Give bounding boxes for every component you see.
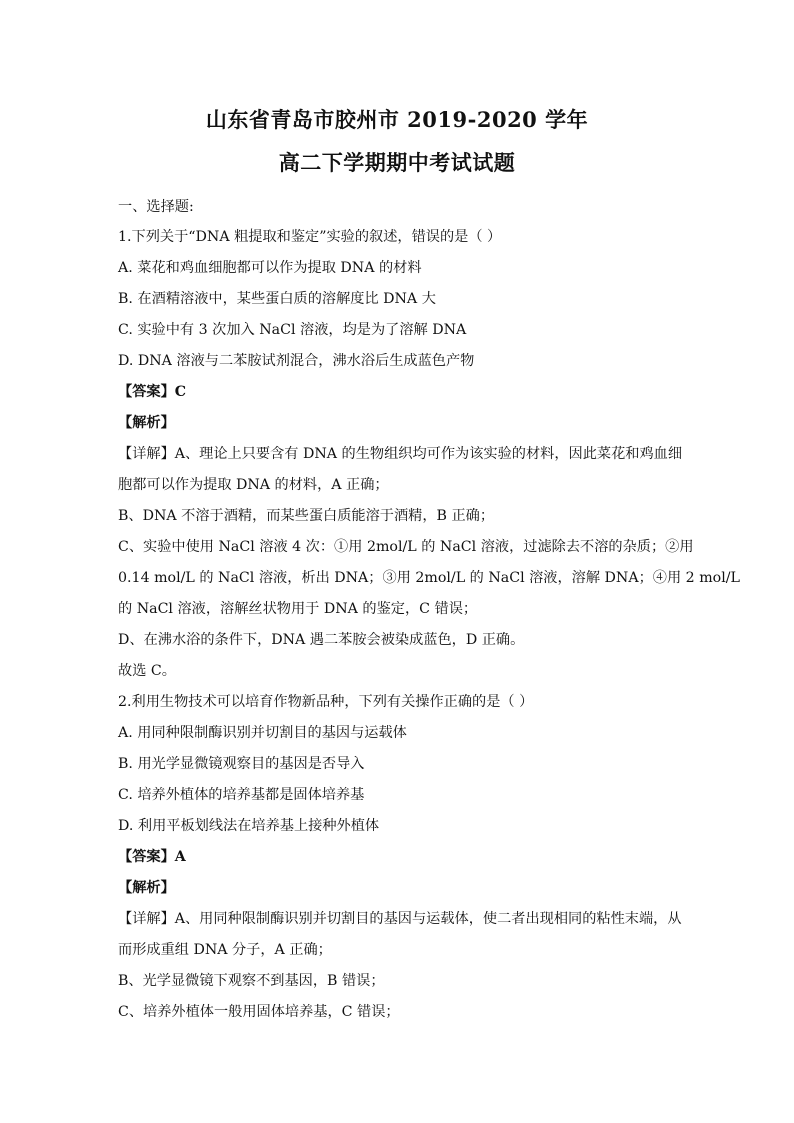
q2-detail-2: 而形成重组 DNA 分子，A 正确； — [118, 942, 332, 958]
q1-detail-7: D、在沸水浴的条件下，DNA 遇二苯胺会被染成蓝色，D 正确。 — [118, 632, 525, 648]
q1-analysis-heading: 【解析】 — [118, 415, 175, 431]
q1-stem: 1.下列关于“DNA 粗提取和鉴定”实验的叙述，错误的是（ ） — [118, 229, 502, 245]
q1-answer: 【答案】C — [118, 384, 187, 400]
q2-option-c: C. 培养外植体的培养基都是固体培养基 — [118, 787, 365, 803]
q2-option-d: D. 利用平板划线法在培养基上接种外植体 — [118, 818, 380, 834]
q1-conclusion: 故选 C。 — [118, 663, 176, 679]
q1-detail-4: C、实验中使用 NaCl 溶液 4 次：①用 2mol/L 的 NaCl 溶液，过滤除去不溶的杂质；②用 — [118, 539, 694, 555]
q2-option-b: B. 用光学显微镜观察目的基因是否导入 — [118, 756, 365, 772]
q1-option-d: D. DNA 溶液与二苯胺试剂混合，沸水浴后生成蓝色产物 — [118, 353, 475, 369]
q2-detail-1: 【详解】A、用同种限制酶识别并切割目的基因与运载体，使二者出现相同的粘性末端，从 — [118, 911, 682, 927]
q1-detail-1: 【详解】A、理论上只要含有 DNA 的生物组织均可作为该实验的材料，因此菜花和鸡血细 — [118, 446, 683, 462]
q2-analysis-heading: 【解析】 — [118, 880, 175, 896]
title-line-2: 高二下学期期中考试试题 — [278, 150, 516, 175]
q1-detail-3: B、DNA 不溶于酒精，而某些蛋白质能溶于酒精，B 正确； — [118, 508, 495, 524]
section-heading: 一、选择题: — [118, 199, 194, 215]
q1-option-c: C. 实验中有 3 次加入 NaCl 溶液，均是为了溶解 DNA — [118, 322, 467, 338]
q1-option-b: B. 在酒精溶液中，某些蛋白质的溶解度比 DNA 大 — [118, 291, 436, 307]
q2-stem: 2.利用生物技术可以培育作物新品种，下列有关操作正确的是（ ） — [118, 694, 534, 710]
q1-option-a: A. 菜花和鸡血细胞都可以作为提取 DNA 的材料 — [118, 260, 422, 276]
q1-detail-2: 胞都可以作为提取 DNA 的材料，A 正确； — [118, 477, 389, 493]
q1-detail-6: 的 NaCl 溶液，溶解丝状物用于 DNA 的鉴定，C 错误； — [118, 601, 478, 617]
q2-detail-4: C、培养外植体一般用固体培养基，C 错误； — [118, 1004, 400, 1020]
q2-answer: 【答案】A — [118, 849, 186, 865]
q1-detail-5: 0.14 mol/L 的 NaCl 溶液，析出 DNA；③用 2mol/L 的 NaCl 溶液，溶解 DNA；④用 2 mol/L — [118, 570, 740, 586]
q2-option-a: A. 用同种限制酶识别并切割目的基因与运载体 — [118, 725, 407, 741]
title-line-1: 山东省青岛市胶州市 2019-2020 学年 — [205, 107, 589, 132]
q2-detail-3: B、光学显微镜下观察不到基因，B 错误； — [118, 973, 385, 989]
